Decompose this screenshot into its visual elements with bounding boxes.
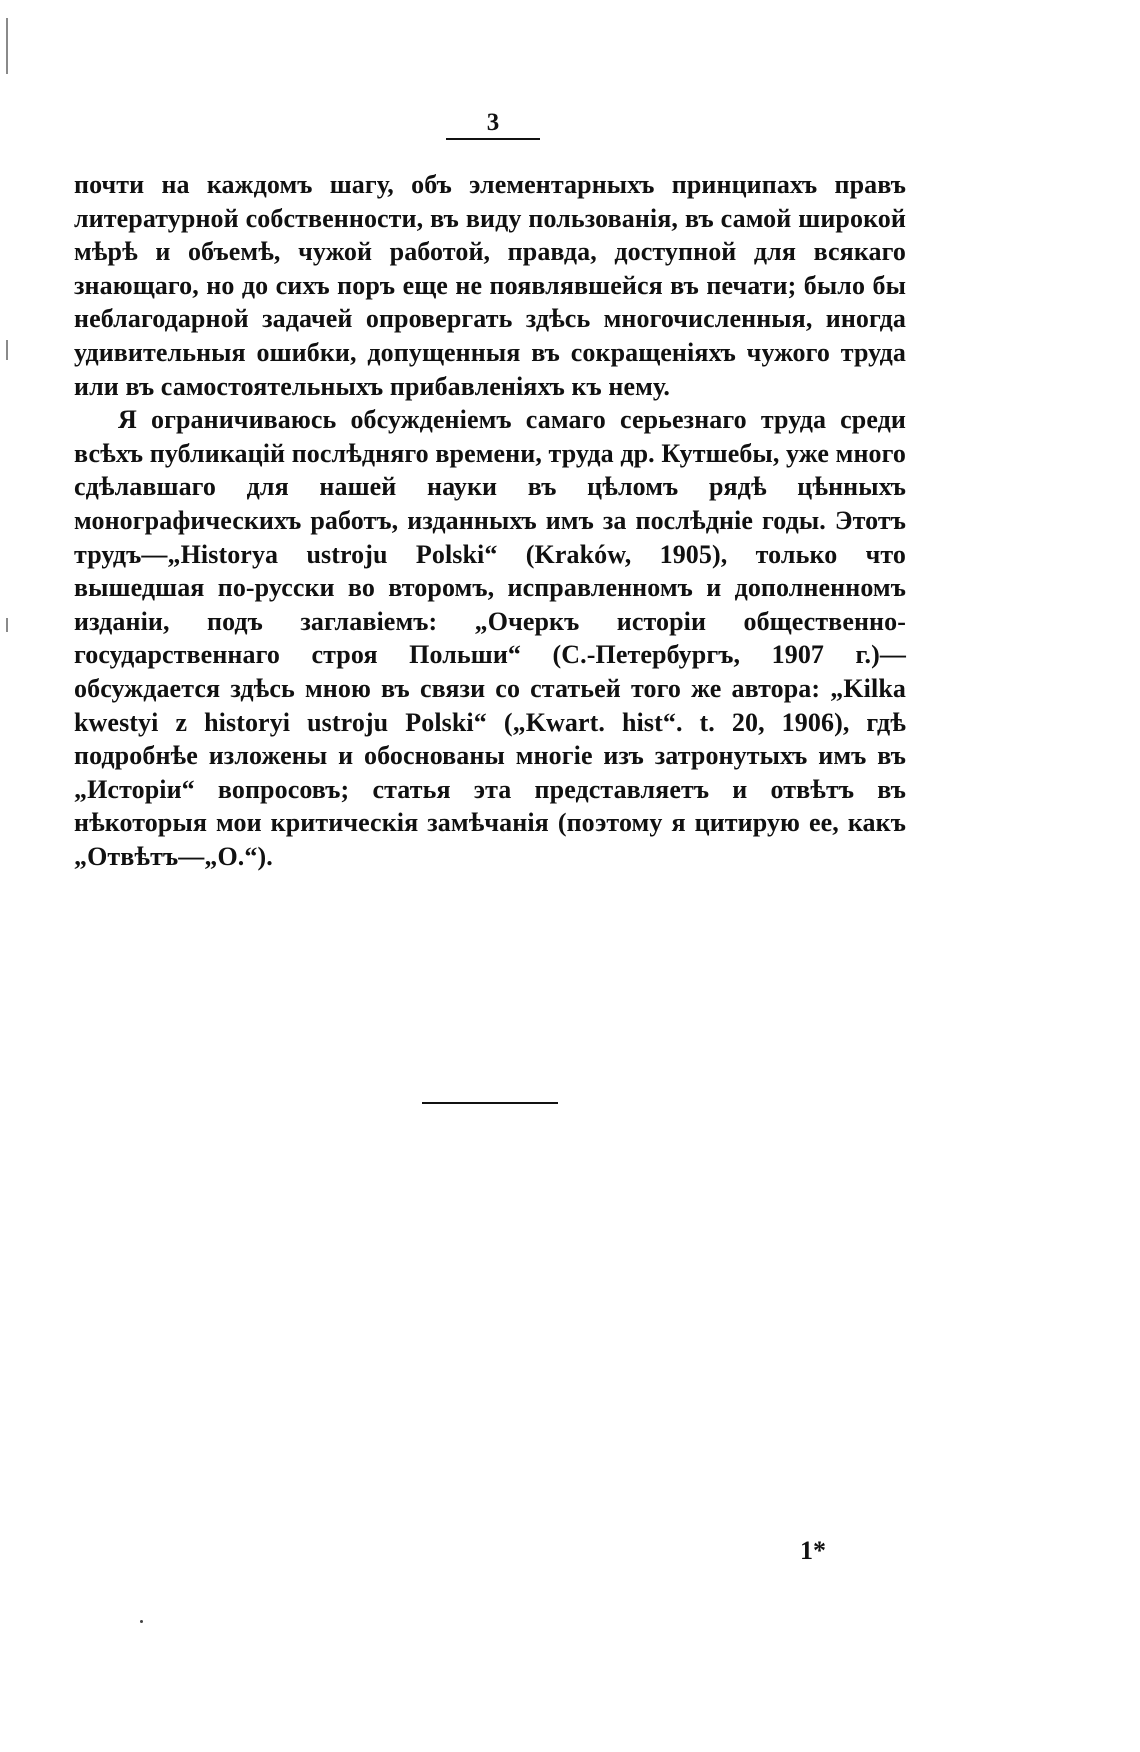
closing-rule [422, 1102, 558, 1104]
signature-mark: 1* [800, 1536, 826, 1565]
page-number: 3 [486, 109, 500, 136]
scan-edge-mark [6, 340, 8, 360]
scan-speck [140, 1620, 143, 1623]
scan-edge-mark [6, 18, 8, 74]
paragraph-continuation: почти на каждомъ шагу, объ элементарныхъ принципахъ правъ литературной собственности, въ виду пользованія, въ самой широкой мѣрѣ и объемѣ, чужой работой, правда, доступной для всякаго знающаго, но до сихъ поръ еще не появлявшейся въ печати; было бы неблагодарной задачей опровергать здѣсь многочисленныя, иногда удивительныя ошибки, допущенныя въ сокращеніяхъ чужого труда или въ самостоятельныхъ прибавленіяхъ къ нему. [74, 170, 906, 401]
paragraph-main: Я ограничиваюсь обсужденіемъ самаго серьезнаго труда среди всѣхъ публикацій послѣдняго времени, труда др. Кутшебы, уже много сдѣлавшаго для нашей науки въ цѣломъ рядѣ цѣнныхъ монографическихъ работъ, изданныхъ имъ за послѣдніе годы. Этотъ трудъ—„Historya ustroju Polski“ (Kraków, 1905), только что вышедшая по-русски во второмъ, исправленномъ и дополненномъ изданіи, подъ заглавіемъ: „Очеркъ исторіи общественно-государственнаго строя Польши“ (С.-Петербургъ, 1907 г.)—обсуждается здѣсь мною въ связи со статьей того же автора: „Kilka kwestyi z historyi ustroju Polski“ („Kwart. hist“. t. 20, 1906), гдѣ подробнѣе изложены и обоснованы многіе изъ затронутыхъ имъ въ „Исторіи“ вопросовъ; статья эта представляетъ и отвѣтъ въ нѣкоторыя мои критическія замѣчанія (поэтому я цитирую ее, какъ „Отвѣтъ—„О.“). [74, 405, 906, 871]
body-text [74, 168, 906, 873]
scan-edge-mark [6, 618, 8, 632]
page-number-rule [446, 138, 540, 140]
